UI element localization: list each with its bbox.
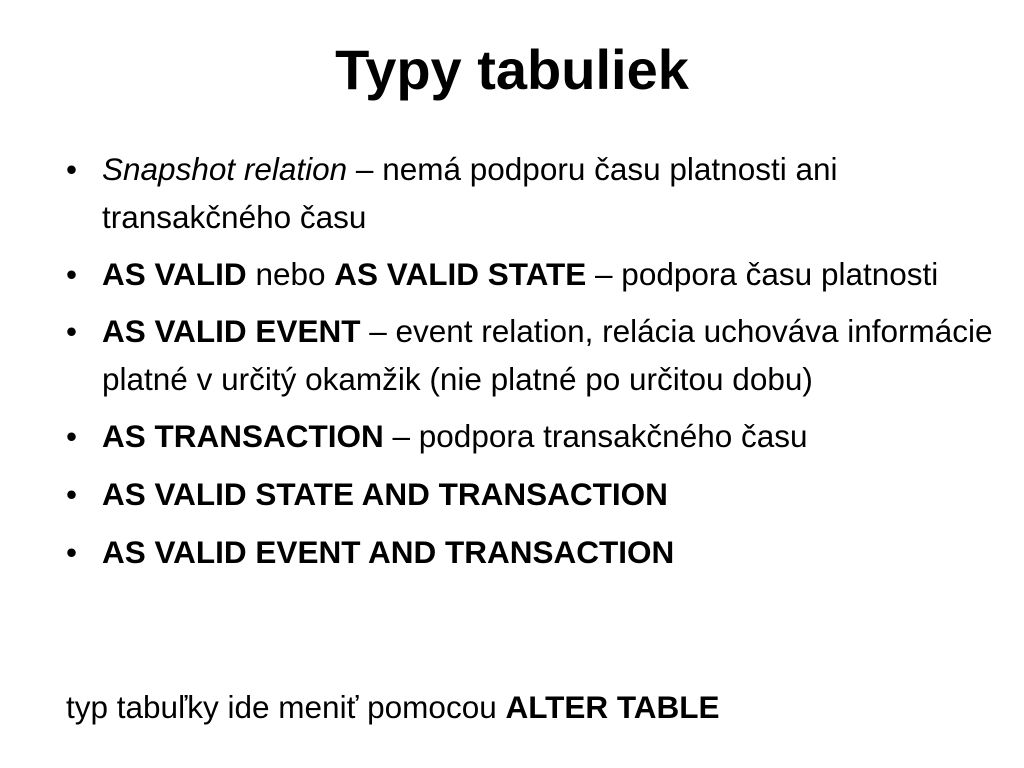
item-lead: AS VALID STATE AND TRANSACTION [102,476,668,512]
item-lead: Snapshot relation [102,151,348,187]
bullet-list [66,145,1016,586]
item-lead: AS VALID EVENT [102,313,361,349]
bullet-icon: • [66,418,78,454]
list-item [66,412,1016,460]
item-connector: nebo [246,256,335,292]
item-text: – event relation, relácia uchováva informácie platné v určitý okamžik (nie platné po určitou dobu) [102,313,993,397]
bullet-icon: • [66,313,78,349]
footer-text: typ tabuľky ide meniť pomocou [66,689,506,725]
item-text: – podpora transakčného času [383,418,808,454]
bullet-icon: • [66,151,78,187]
slide-title: Typy tabuliek [335,38,689,101]
item-lead: AS TRANSACTION [102,418,384,454]
item-lead: AS VALID EVENT AND TRANSACTION [102,534,675,570]
item-lead-secondary: AS VALID STATE [334,256,587,292]
list-item [66,250,1016,298]
footer-note [66,683,720,731]
item-lead: AS VALID [102,256,247,292]
item-text: – nemá podporu času platnosti ani transakčného času [102,151,838,235]
bullet-icon: • [66,476,78,512]
list-item [66,470,1016,518]
list-item [66,307,1016,403]
list-item [66,145,1016,241]
footer-command: ALTER TABLE [505,689,720,725]
list-item [66,528,1016,576]
item-text: – podpora času platnosti [586,256,939,292]
bullet-icon: • [66,256,78,292]
bullet-icon: • [66,534,78,570]
